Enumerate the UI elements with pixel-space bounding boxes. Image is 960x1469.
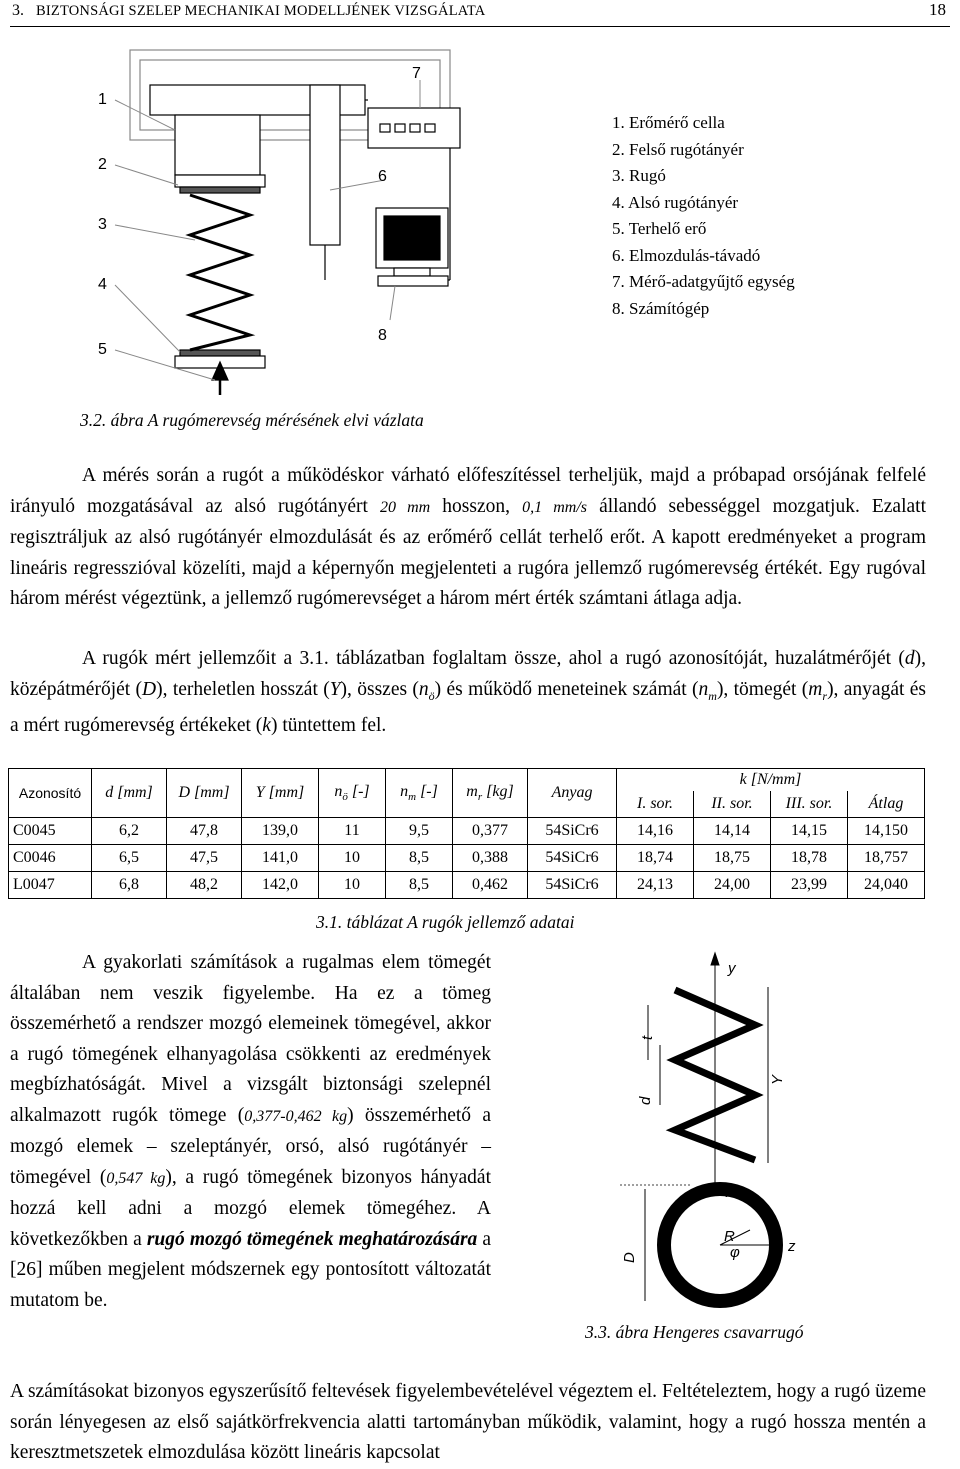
- legend-item: 8. Számítógép: [612, 298, 710, 318]
- callout-8: 8: [378, 327, 387, 344]
- symbol-D: D: [142, 678, 157, 700]
- unit: [-]: [347, 782, 370, 800]
- cell: 54SiCr6: [528, 818, 617, 845]
- cell: 18,78: [771, 845, 848, 872]
- callout-7: 7: [412, 65, 421, 82]
- figure1-caption: 3.2. ábra A rugómerevség mérésének elvi vázlata: [80, 410, 424, 430]
- measurement-setup-diagram: [0, 40, 600, 400]
- cell: C0046: [9, 845, 92, 872]
- symbol-sub: m: [708, 688, 717, 703]
- legend-item: 4. Alsó rugótányér: [612, 192, 739, 212]
- label-z: z: [788, 1238, 796, 1255]
- chapter-number: 3.: [12, 2, 24, 19]
- para2-text: ), terheletlen hosszát (: [156, 678, 330, 700]
- label-d: d: [637, 1096, 654, 1105]
- cell: 24,13: [617, 872, 694, 899]
- symbol-n: n: [418, 678, 429, 700]
- cell: 18,757: [848, 845, 925, 872]
- para3-value-mass: 0,547 kg: [106, 1169, 166, 1187]
- unit: [-]: [416, 782, 438, 800]
- cell: 23,99: [771, 872, 848, 899]
- unit: [kg]: [482, 782, 514, 800]
- label-R: R: [724, 1228, 735, 1245]
- cell: 47,5: [167, 845, 242, 872]
- cell: 10: [319, 845, 386, 872]
- label-D: D: [621, 1252, 638, 1263]
- callout-3: 3: [98, 216, 107, 233]
- paragraph-3: [10, 948, 491, 1316]
- spring-data-table: [8, 768, 925, 899]
- col-header-k2: II. sor.: [694, 791, 771, 818]
- symbol-d: d: [904, 648, 915, 669]
- n-symbol: n: [400, 782, 409, 800]
- col-header-avg: Átlag: [848, 791, 925, 818]
- cell: L0047: [9, 872, 92, 899]
- paragraph-1: [10, 461, 926, 615]
- cell: 18,74: [617, 845, 694, 872]
- legend-item: 1. Erőmérő cella: [612, 113, 725, 132]
- col-header-material: Anyag: [528, 769, 617, 818]
- callout-1: 1: [98, 91, 107, 108]
- paragraph-2: [10, 644, 926, 741]
- cell: C0045: [9, 818, 92, 845]
- para3-text: a [26] műben megjelent módszernek egy pontosított változatát mutatom be.: [10, 1228, 492, 1311]
- para1-value-length: 20 mm: [379, 498, 431, 516]
- cell: 18,75: [694, 845, 771, 872]
- label-Y: Y: [769, 1074, 786, 1085]
- para2-text: ), anyagát és a mért rugómerevség értékeket (: [10, 678, 926, 736]
- legend-item: 6. Elmozdulás-távadó: [612, 245, 761, 265]
- symbol-Y: Y: [329, 678, 341, 700]
- col-header-id: Azonosító: [9, 769, 92, 818]
- displacement-transducer-column: [310, 85, 340, 245]
- para2-text: A rugók mért jellemzőit a 3.1. táblázatban foglaltam össze, ahol a rugó azonosítóját, huzalátmérőjét (: [82, 648, 905, 669]
- callout-2: 2: [98, 156, 107, 173]
- m-symbol: m: [466, 782, 478, 800]
- label-phi: φ: [730, 1244, 740, 1261]
- cell: 24,00: [694, 872, 771, 899]
- n-sub: ö: [342, 791, 348, 804]
- para2-text: ), összes (: [340, 678, 419, 700]
- table-row: [9, 845, 925, 872]
- para3-text: ), a rugó tömegének bizonyos hányadát hozzá kell adni a mozgó elemek tömegéhez. A következőkben a: [10, 1166, 491, 1250]
- symbol-k: k: [262, 714, 271, 736]
- col-header-k3: III. sor.: [771, 791, 848, 818]
- col-header-no: [319, 769, 386, 818]
- cell: 6,5: [92, 845, 167, 872]
- col-header-Y: [242, 769, 319, 818]
- para1-text-b: hosszon,: [430, 495, 523, 517]
- para2-text: ), középátmérőjét (: [10, 648, 926, 700]
- legend-item: 3. Rugó: [612, 166, 666, 185]
- callout-6: 6: [378, 168, 387, 185]
- cell: 54SiCr6: [528, 845, 617, 872]
- para1-text-a: A mérés során a rugót a működéskor várható előfeszítéssel terheljük, majd a próbapad orsójának felfelé irányuló mozgatásával az alsó rugótányért: [10, 465, 926, 517]
- cell: 14,15: [771, 818, 848, 845]
- para3-text: A gyakorlati számítások a rugalmas elem tömegét általában nem veszik figyelembe. Ha ez a tömeg összemérhető a rendszer mozgó elemeinek tömegével, akkor a rugó tömegének elhanyagolása csökkenti az eredmények megbízhatóságát. Mivel a vizsgált biztonsági szelepnél alkalmazott rugók tömege (: [10, 952, 491, 1126]
- legend-item: 5. Terhelő erő: [612, 219, 707, 238]
- cell: 54SiCr6: [528, 872, 617, 899]
- data-logger: [368, 108, 460, 148]
- n-sub: m: [408, 791, 417, 804]
- col-header-k1: I. sor.: [617, 791, 694, 818]
- table-caption: 3.1. táblázat A rugók jellemző adatai: [316, 912, 575, 932]
- callout-5: 5: [98, 341, 107, 358]
- col-header-Y-text: Y [mm]: [255, 784, 305, 801]
- spring: [190, 195, 250, 350]
- cell: 14,14: [694, 818, 771, 845]
- para1-value-speed: 0,1 mm/s: [522, 498, 588, 516]
- cell: 141,0: [242, 845, 319, 872]
- para3-value-mass: 0,377-0,462 kg: [244, 1107, 348, 1125]
- cell: 14,16: [617, 818, 694, 845]
- cell: 0,462: [453, 872, 528, 899]
- cell: 14,150: [848, 818, 925, 845]
- symbol-m: m: [808, 678, 823, 700]
- label-y: y: [728, 960, 736, 977]
- cell: 10: [319, 872, 386, 899]
- para3-emphasis: rugó mozgó tömegének meghatározására: [146, 1228, 478, 1250]
- cell: 8,5: [386, 845, 453, 872]
- col-header-k: k [N/mm]: [617, 769, 925, 792]
- para1-text-c: állandó sebességgel mozgatjuk. Ezalatt regisztráljuk az alsó rugótányér elmozdulását és az erőmérő cellát terhelő erőt. A kapott eredményeket a program lineáris regresszióval közelíti, majd a képernyőn megjelenteti a rugóra jellemző rugómerevség értékét. Egy rugóval három mérést végeztünk, a jellemző rugómerevséget a három mért érték számtani átlaga adja.: [10, 495, 926, 609]
- para2-text: ) tüntettem fel.: [270, 714, 387, 736]
- force-cell: [175, 115, 260, 175]
- cell: 47,8: [167, 818, 242, 845]
- upper-spring-plate: [175, 175, 265, 187]
- cell: 6,2: [92, 818, 167, 845]
- cell: 142,0: [242, 872, 319, 899]
- cell: 48,2: [167, 872, 242, 899]
- page-number: 18: [929, 0, 946, 19]
- callout-4: 4: [98, 276, 107, 293]
- col-header-d: d [mm]: [92, 769, 167, 818]
- cell: 139,0: [242, 818, 319, 845]
- col-header-nm: [386, 769, 453, 818]
- n-symbol: n: [334, 782, 343, 800]
- helical-spring-diagram: [590, 945, 850, 1325]
- legend-item: 7. Mérő-adatgyűjtő egység: [612, 272, 795, 291]
- cell: 0,377: [453, 818, 528, 845]
- symbol-n: n: [698, 678, 709, 700]
- label-t: t: [639, 1035, 656, 1040]
- cell: 6,8: [92, 872, 167, 899]
- table-row: [9, 872, 925, 899]
- cell: 0,388: [453, 845, 528, 872]
- cell: 9,5: [386, 818, 453, 845]
- label-x: x: [726, 1184, 734, 1201]
- cell: 8,5: [386, 872, 453, 899]
- legend-item: 2. Felső rugótányér: [612, 139, 744, 159]
- computer-keyboard: [378, 276, 448, 286]
- para2-text: ) és működő meneteinek számát (: [434, 678, 699, 700]
- symbol-sub: r: [822, 688, 828, 703]
- cell: 11: [319, 818, 386, 845]
- figure2-caption: 3.3. ábra Hengeres csavarrugó: [585, 1322, 804, 1342]
- chapter-title: BIZTONSÁGI SZELEP MECHANIKAI MODELLJÉNEK VIZSGÁLATA: [36, 3, 486, 19]
- paragraph-4: A számításokat bizonyos egyszerűsítő feltevések figyelembevételével végeztem el. Feltételeztem, hogy a rugó üzeme során lényegesen az első sajátkörfrekvencia alatti tartományban működik, valamint, hogy a rugó hossza mentén a keresztmetszetek elmozdulása között lineáris kapcsolat: [10, 1381, 926, 1463]
- para3-text: ) összemérhető a mozgó elemek – szeleptányér, orsó, alsó rugótányér – tömegével (: [10, 1104, 491, 1188]
- col-header-D: D [mm]: [167, 769, 242, 818]
- cell: 24,040: [848, 872, 925, 899]
- symbol-sub: ö: [428, 688, 435, 703]
- table-row: [9, 818, 925, 845]
- header-rule: [10, 26, 950, 27]
- running-header: [12, 2, 942, 20]
- para2-text: ), tömegét (: [716, 678, 809, 700]
- col-header-mr: [453, 769, 528, 818]
- figure1-legend: [612, 110, 795, 322]
- m-sub: r: [477, 791, 483, 804]
